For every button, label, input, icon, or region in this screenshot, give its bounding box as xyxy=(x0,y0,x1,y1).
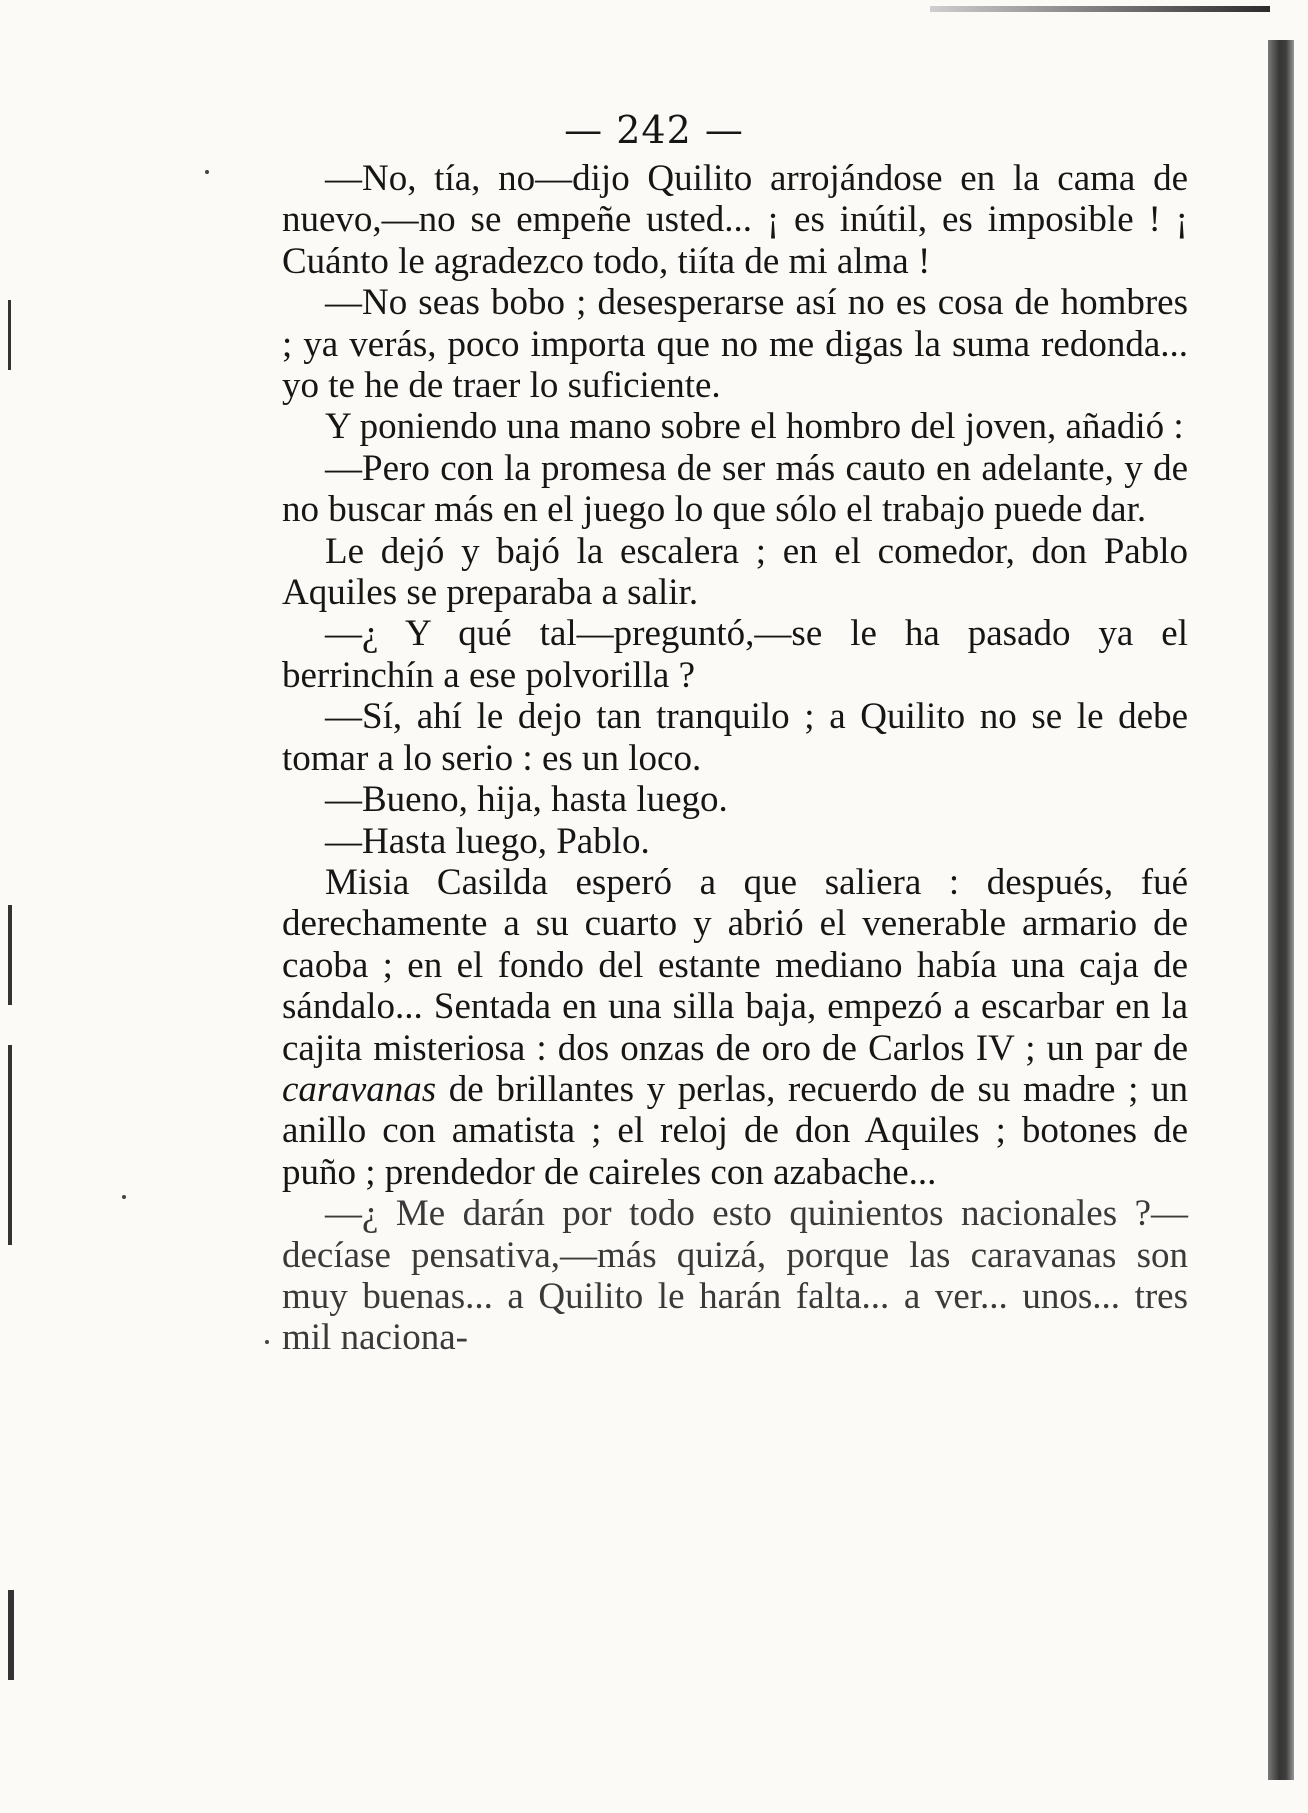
text-run: de brillantes y perlas, recuerdo de su madre ; un anillo con amatista ; el reloj de don Aquiles ; botones de puño ; prendedor de caireles con azabache... xyxy=(282,1068,1188,1193)
paragraph: Le dejó y bajó la escalera ; en el comedor, don Pablo Aquiles se preparaba a salir. xyxy=(282,530,1188,614)
paragraph: —Hasta luego, Pablo. xyxy=(325,820,650,862)
italic-term: caravanas xyxy=(282,1068,437,1110)
scan-top-rule xyxy=(930,6,1270,12)
scan-binding-edge xyxy=(1268,40,1294,1780)
paragraph: —No, tía, no—dijo Quilito arrojándose en la cama de nuevo,—no se empeñe usted... ¡ es inútil, es imposible ! ¡ Cuánto le agradezco todo, tiíta de mi alma ! xyxy=(282,158,1188,282)
scan-speck xyxy=(205,170,209,174)
paragraph: —Sí, ahí le dejo tan tranquilo ; a Quilito no se le debe tomar a lo serio : es un loco. xyxy=(282,696,1188,779)
scan-margin-mark xyxy=(8,1045,12,1245)
scan-margin-mark xyxy=(8,905,12,1005)
scan-margin-mark xyxy=(8,1590,14,1680)
scan-margin-mark xyxy=(8,300,11,370)
scan-speck xyxy=(122,1195,126,1199)
paragraph-casilda xyxy=(282,862,1188,1193)
paragraph: —No seas bobo ; desesperarse así no es cosa de hombres ; ya verás, poco importa que no me digas la suma redonda... yo te he de traer lo suficiente. xyxy=(282,282,1188,407)
scan-speck xyxy=(265,1340,269,1344)
page-number: — 242 — xyxy=(564,108,744,152)
page-body-text xyxy=(282,158,1188,1359)
paragraph: —¿ Y qué tal—preguntó,—se le ha pasado ya el berrinchín a ese polvorilla ? xyxy=(282,613,1188,696)
text-run: Misia Casilda esperó a que saliera : después, fué derechamente a su cuarto y abrió el venerable armario de caoba ; en el fondo del estante mediano había una caja de sándalo... Sentada en una silla baja, empezó a escarbar en la cajita misteriosa : dos onzas de oro de Carlos IV ; un par de xyxy=(282,861,1188,1069)
paragraph-last: —¿ Me darán por todo esto quinientos nacionales ?—decíase pensativa,—más quizá, porque las caravanas son muy buenas... a Quilito le harán falta... a ver... unos... tres mil naciona- xyxy=(282,1193,1188,1359)
paragraph: —Bueno, hija, hasta luego. xyxy=(325,779,728,821)
paragraph: —Pero con la promesa de ser más cauto en adelante, y de no buscar más en el juego lo que sólo el trabajo puede dar. xyxy=(282,447,1188,531)
paragraph: Y poniendo una mano sobre el hombro del joven, añadió : xyxy=(325,406,1184,448)
